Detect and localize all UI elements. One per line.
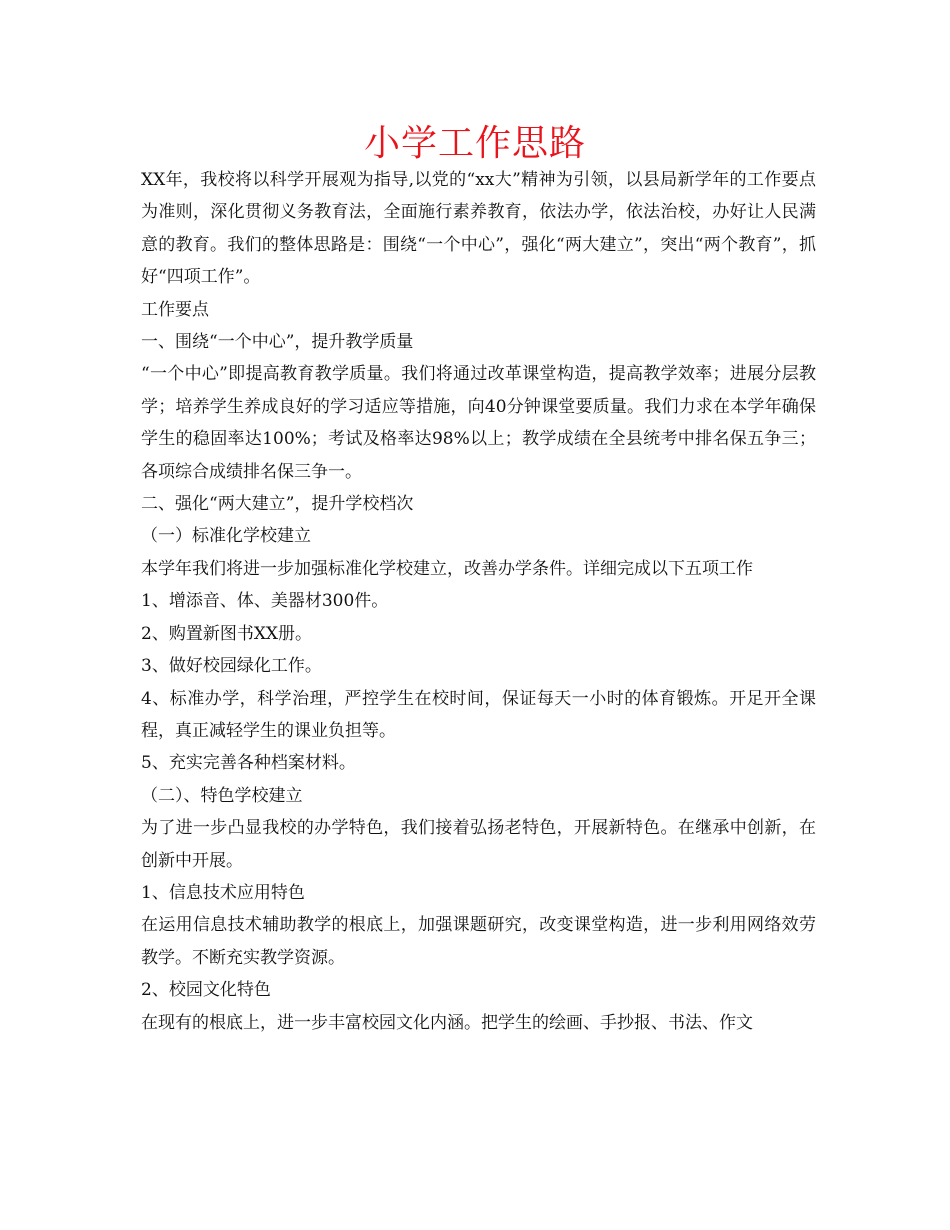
section-heading-work-points: 工作要点 [141, 299, 209, 320]
list-item: 4、标准办学，科学治理，严控学生在校时间，保证每天一小时的体育锻炼。开足开全课程，真正减轻学生的课业负担等。 [141, 688, 816, 741]
list-item-heading: 2、校园文化特色 [141, 980, 271, 1001]
section-heading-one: 一、围绕“一个中心”，提升教学质量 [141, 332, 414, 353]
subsection-heading-standard-school: （一）标准化学校建立 [141, 526, 311, 547]
paragraph-campus-culture: 在现有的根底上，进一步丰富校园文化内涵。把学生的绘画、手抄报、书法、作文 [141, 1012, 753, 1033]
intro-paragraph: XX年，我校将以科学开展观为指导,以党的“xx大”精神为引领，以县局新学年的工作要点为准则，深化贯彻义务教育法，全面施行素养教育，依法办学，依法治校，办好让人民满意的教育。我们的整体思路是：围绕“一个中心”，强化“两大建立”，突出“两个教育”，抓好“四项工作”。 [141, 170, 816, 288]
list-item: 3、做好校园绿化工作。 [141, 656, 322, 677]
document-body [141, 164, 816, 1039]
document-title: 小学工作思路 [363, 123, 586, 164]
paragraph-teaching-quality: “一个中心”即提高教育教学质量。我们将通过改革课堂构造，提高教学效率；进展分层教学；培养学生养成良好的学习适应等措施，向40分钟课堂要质量。我们力求在本学年确保学生的稳固率达100%；考试及格率达98%以上；教学成绩在全县统考中排名保五争三；各项综合成绩排名保三争一。 [141, 364, 816, 482]
paragraph-it-feature: 在运用信息技术辅助教学的根底上，加强课题研究，改变课堂构造，进一步利用网络效劳教学。不断充实教学资源。 [141, 915, 816, 968]
paragraph-standard-school: 本学年我们将进一步加强标准化学校建立，改善办学条件。详细完成以下五项工作 [141, 558, 753, 579]
list-item: 5、充实完善各种档案材料。 [141, 753, 356, 774]
list-item: 2、购置新图书XX册。 [141, 623, 313, 644]
section-heading-two: 二、强化“两大建立”，提升学校档次 [141, 494, 414, 515]
subsection-heading-featured-school: （二）、特色学校建立 [141, 785, 303, 806]
list-item: 1、增添音、体、美器材300件。 [141, 591, 389, 612]
paragraph-featured-school: 为了进一步凸显我校的办学特色，我们接着弘扬老特色，开展新特色。在继承中创新，在创新中开展。 [141, 818, 816, 871]
list-item-heading: 1、信息技术应用特色 [141, 882, 305, 903]
